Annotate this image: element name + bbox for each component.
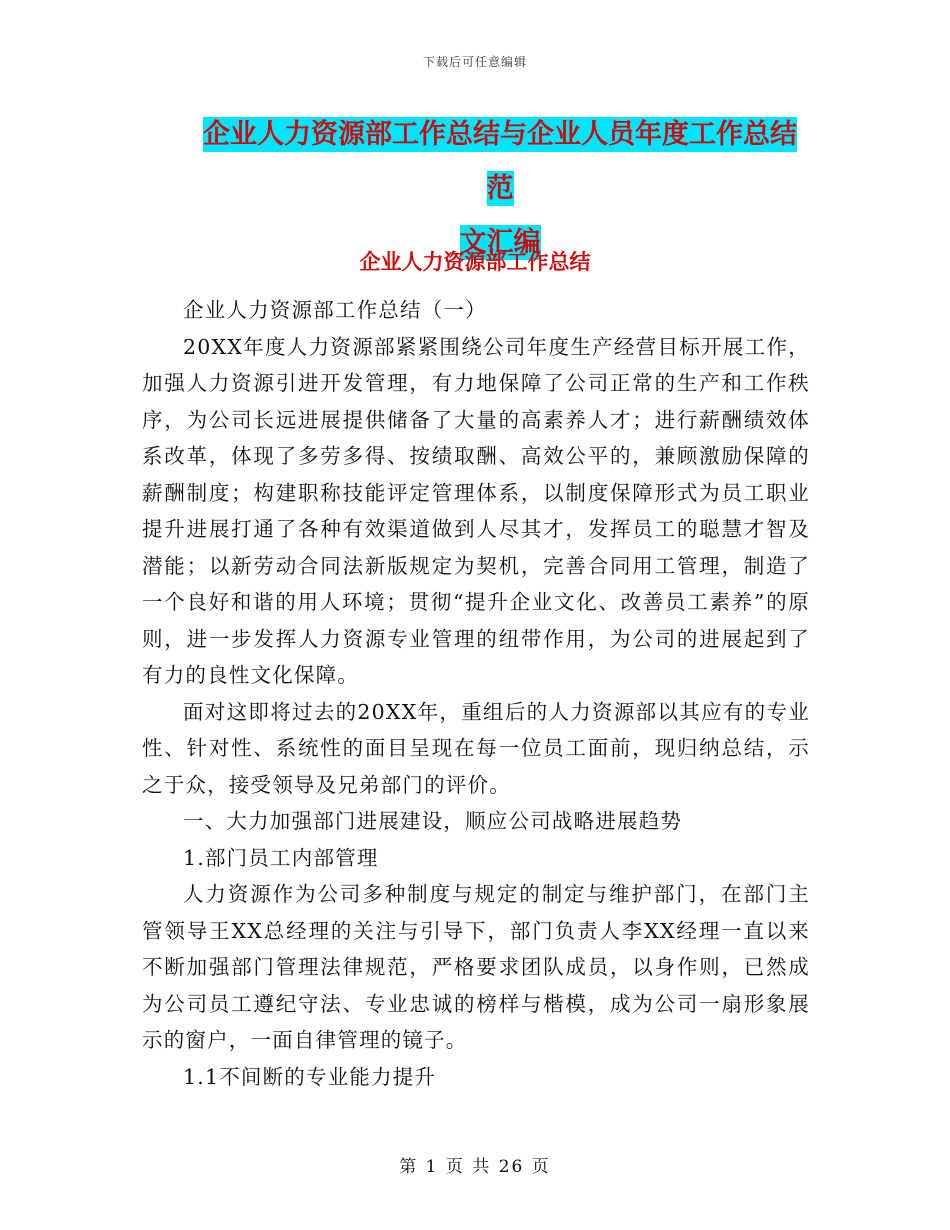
paragraph-heading: 1.1不间断的专业能力提升 bbox=[183, 1064, 437, 1089]
page-footer: 第 1 页 共 26 页 bbox=[399, 1157, 551, 1177]
paragraph-subtitle: 企业人力资源部工作总结（一） bbox=[183, 298, 487, 322]
document-body bbox=[142, 292, 810, 1095]
paragraph-heading: 1.部门员工内部管理 bbox=[183, 845, 379, 870]
paragraph: 面对这即将过去的20XX年，重组后的人力资源部以其应有的专业性、针对性、系统性的面目呈现在每一位员工面前，现归纳总结，示之于众，接受领导及兄弟部门的评价。 bbox=[142, 699, 810, 797]
paragraph-heading: 一、大力加强部门进展建设，顺应公司战略进展趋势 bbox=[183, 809, 683, 833]
document-title-line-2: 文汇编 bbox=[459, 227, 541, 258]
section-title: 企业人力资源部工作总结 bbox=[359, 250, 591, 274]
page-header-note: 下载后可任意编辑 bbox=[422, 55, 527, 69]
document-title-line-1: 企业人力资源部工作总结与企业人员年度工作总结范 bbox=[203, 119, 797, 204]
paragraph: 人力资源作为公司多种制度与规定的制定与维护部门，在部门主管领导王XX总经理的关注与引导下，部门负责人李XX经理一直以来不断加强部门管理法律规范，严格要求团队成员，以身作则，已然成为公司员工遵纪守法、专业忠诚的榜样与楷模，成为公司一扇形象展示的窗户，一面自律管理的镜子。 bbox=[142, 882, 810, 1052]
paragraph: 20XX年度人力资源部紧紧围绕公司年度生产经营目标开展工作，加强人力资源引进开发管理，有力地保障了公司正常的生产和工作秩序，为公司长远进展提供储备了大量的高素养人才；进行薪酬绩效体系改革，体现了多劳多得、按绩取酬、高效公平的，兼顾激励保障的薪酬制度；构建职称技能评定管理体系，以制度保障形式为员工职业提升进展打通了各种有效渠道做到人尽其才，发挥员工的聪慧才智及潜能；以新劳动合同法新版规定为契机，完善合同用工管理，制造了一个良好和谐的用人环境；贯彻“提升企业文化、改善员工素养”的原则，进一步发挥人力资源专业管理的纽带作用，为公司的进展起到了有力的良性文化保障。 bbox=[142, 334, 810, 687]
